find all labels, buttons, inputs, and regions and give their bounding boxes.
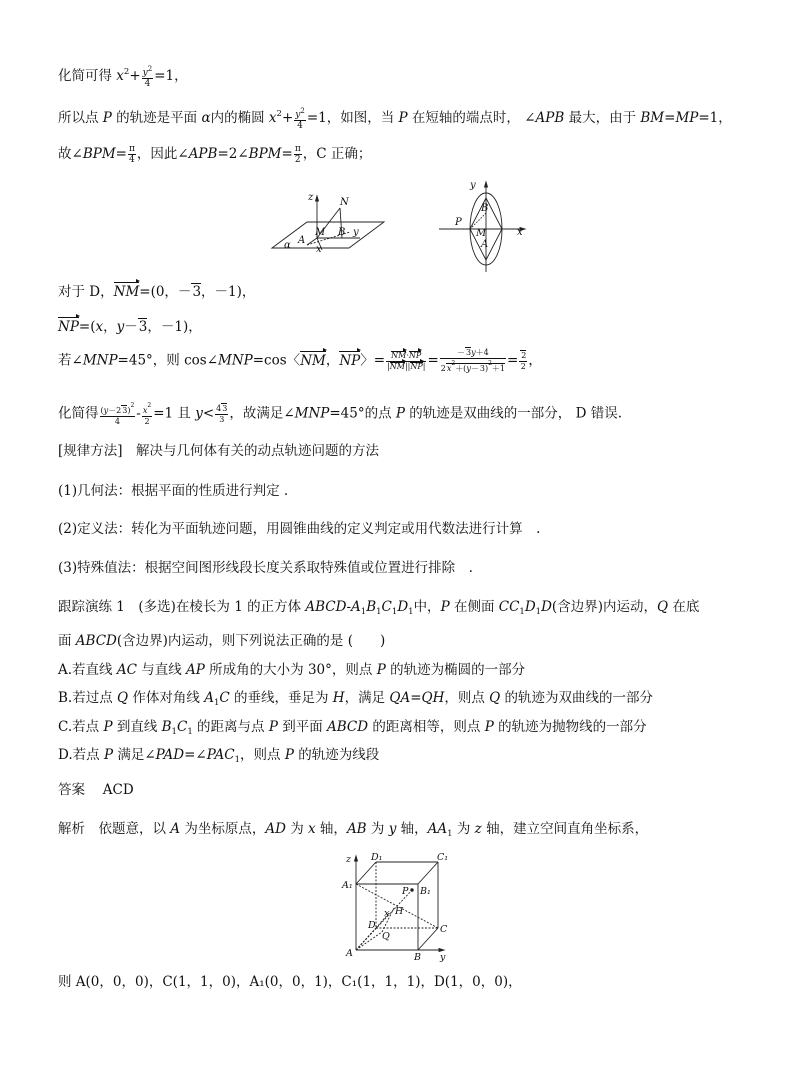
method-item-2: (2)定义法：转化为平面轨迹问题，用圆锥曲线的定义判定或用代数法进行计算 .	[58, 521, 541, 537]
fig1-label-z: z	[308, 192, 314, 203]
line-ellipse-locus: 所以点 P 的轨迹是平面 α内的椭圆 $x^2+$ $\frac{y^2}{4}$ =1，如图，当 P 在短轴的端点时， ∠APB 最大，由于 BM=MP=1，	[58, 107, 732, 131]
fig2-label-p: P	[455, 217, 462, 228]
fig3-label-c1: C₁	[437, 852, 449, 863]
line-hyperbola-conclusion: 化简得 $\frac{(y-23)^2}{4}$ - $\frac{x^2}{2}$ =1 且 y< $\frac{43}{3}$ ，故满足∠MNP=45°的点 P 的轨迹是双曲线的一部分， D 错误.	[58, 402, 622, 426]
fig3-label-z: z	[346, 854, 352, 865]
fig3-label-q: Q	[382, 931, 390, 942]
fig1-label-n: N	[340, 197, 349, 208]
fig3-label-b1: B₁	[420, 886, 431, 897]
fig3-label-h: H	[395, 906, 404, 917]
figure-plane-diagram	[262, 188, 392, 256]
method-item-3: (3)特殊值法：根据空间图形线段长度关系取特殊值或位置进行排除 .	[58, 560, 473, 576]
fig1-label-x: x	[316, 244, 322, 255]
answer-value: ACD	[102, 782, 134, 798]
fig3-label-c: C	[440, 924, 448, 935]
fig3-label-a1: A₁	[342, 880, 353, 891]
fig3-label-p: P	[402, 886, 409, 897]
fig1-label-b: B	[338, 227, 346, 238]
fig3-label-y: y	[440, 952, 446, 963]
analysis-line: 解析 依题意，以 A 为坐标原点，AD 为 x 轴，AB 为 y 轴，$AA_1$ 为 z 轴，建立空间直角坐标系，	[58, 821, 649, 839]
fig2-label-a: A	[481, 239, 489, 250]
line-simplify-ellipse: 化简可得 $x^2+$ $\frac{y^2}{4}$ =1，	[58, 65, 188, 89]
fig3-label-a: A	[346, 948, 353, 959]
method-title: [规律方法] 解决与几何体有关的动点轨迹问题的方法	[58, 443, 380, 459]
fig3-label-x: x	[384, 908, 390, 919]
exercise-option-d: D.若点 P 满足$\angle PAD=\angle PAC_1$，则点 P 的轨迹为线段	[58, 747, 380, 765]
fig2-label-b: B	[481, 203, 489, 214]
fig2-label-x: x	[517, 227, 523, 238]
method-item-1: (1)几何法：根据平面的性质进行判定 .	[58, 483, 289, 499]
exercise-option-b: B.若过点 Q 作体对角线 $A_1C$ 的垂线，垂足为 H，满足 QA=QH，则点 Q 的轨迹为双曲线的一部分	[58, 690, 654, 708]
line-vector-nm: 对于 D，NM=(0，－3，－1)，	[58, 284, 256, 300]
exercise-stem-line2: 面 ABCD(含边界)内运动，则下列说法正确的是 ( )	[58, 633, 386, 649]
fig1-label-y: y	[353, 227, 359, 238]
figure-ellipse-diagram	[437, 178, 531, 274]
exercise-option-a: A.若直线 AC 与直线 AP 所成角的大小为 30°，则点 P 的轨迹为椭圆的一部分	[58, 662, 526, 678]
fig3-label-b: B	[414, 952, 421, 963]
line-cos-angle: 若∠MNP=45°，则 cos∠MNP=cos〈NM，NP〉= $\frac{NM\cdot NP}{|NM||NP|}$ = $\frac{-3y+4}{2x^2+(y-3)^2+1}$ = $\frac{2}{2}$ ，	[58, 348, 542, 373]
answer-line: 答案 ACD	[58, 782, 134, 798]
exercise-option-c: C.若点 P 到直线 $B_1C_1$ 的距离与点 P 到平面 ABCD 的距离相等，则点 P 的轨迹为抛物线的一部分	[58, 719, 647, 737]
fig3-label-d: D	[368, 920, 376, 931]
figure-cube-diagram	[340, 850, 462, 965]
fig1-label-alpha: α	[284, 240, 291, 251]
fraction-y2-over-4: $\frac{y^2}{4}$	[142, 65, 153, 89]
fig1-label-m: M	[315, 227, 326, 238]
fig2-label-m: M	[476, 228, 487, 239]
fig1-label-a: A	[298, 235, 306, 246]
fig3-label-d1: D₁	[371, 852, 383, 863]
fig2-label-y: y	[470, 180, 476, 191]
line-vector-np: NP=(x，y－3，－1)，	[58, 319, 202, 335]
exercise-stem-line1: 跟踪演练 1 (多选)在棱长为 1 的正方体 ABCD-$A_1B_1C_1D_1$中，P 在侧面 $CC_1D_1D$(含边界)内运动，Q 在底	[58, 599, 700, 617]
coordinates-line: 则 A(0，0，0)，C(1，1，0)，A₁(0，0，1)，C₁(1，1，1)，D(1，0，0)，	[58, 974, 522, 990]
line-angle-bpm: 故∠BPM= $\frac{\pi}{4}$ ，因此∠APB=2∠BPM= $\frac{\pi}{2}$ ，C 正确；	[58, 144, 372, 165]
